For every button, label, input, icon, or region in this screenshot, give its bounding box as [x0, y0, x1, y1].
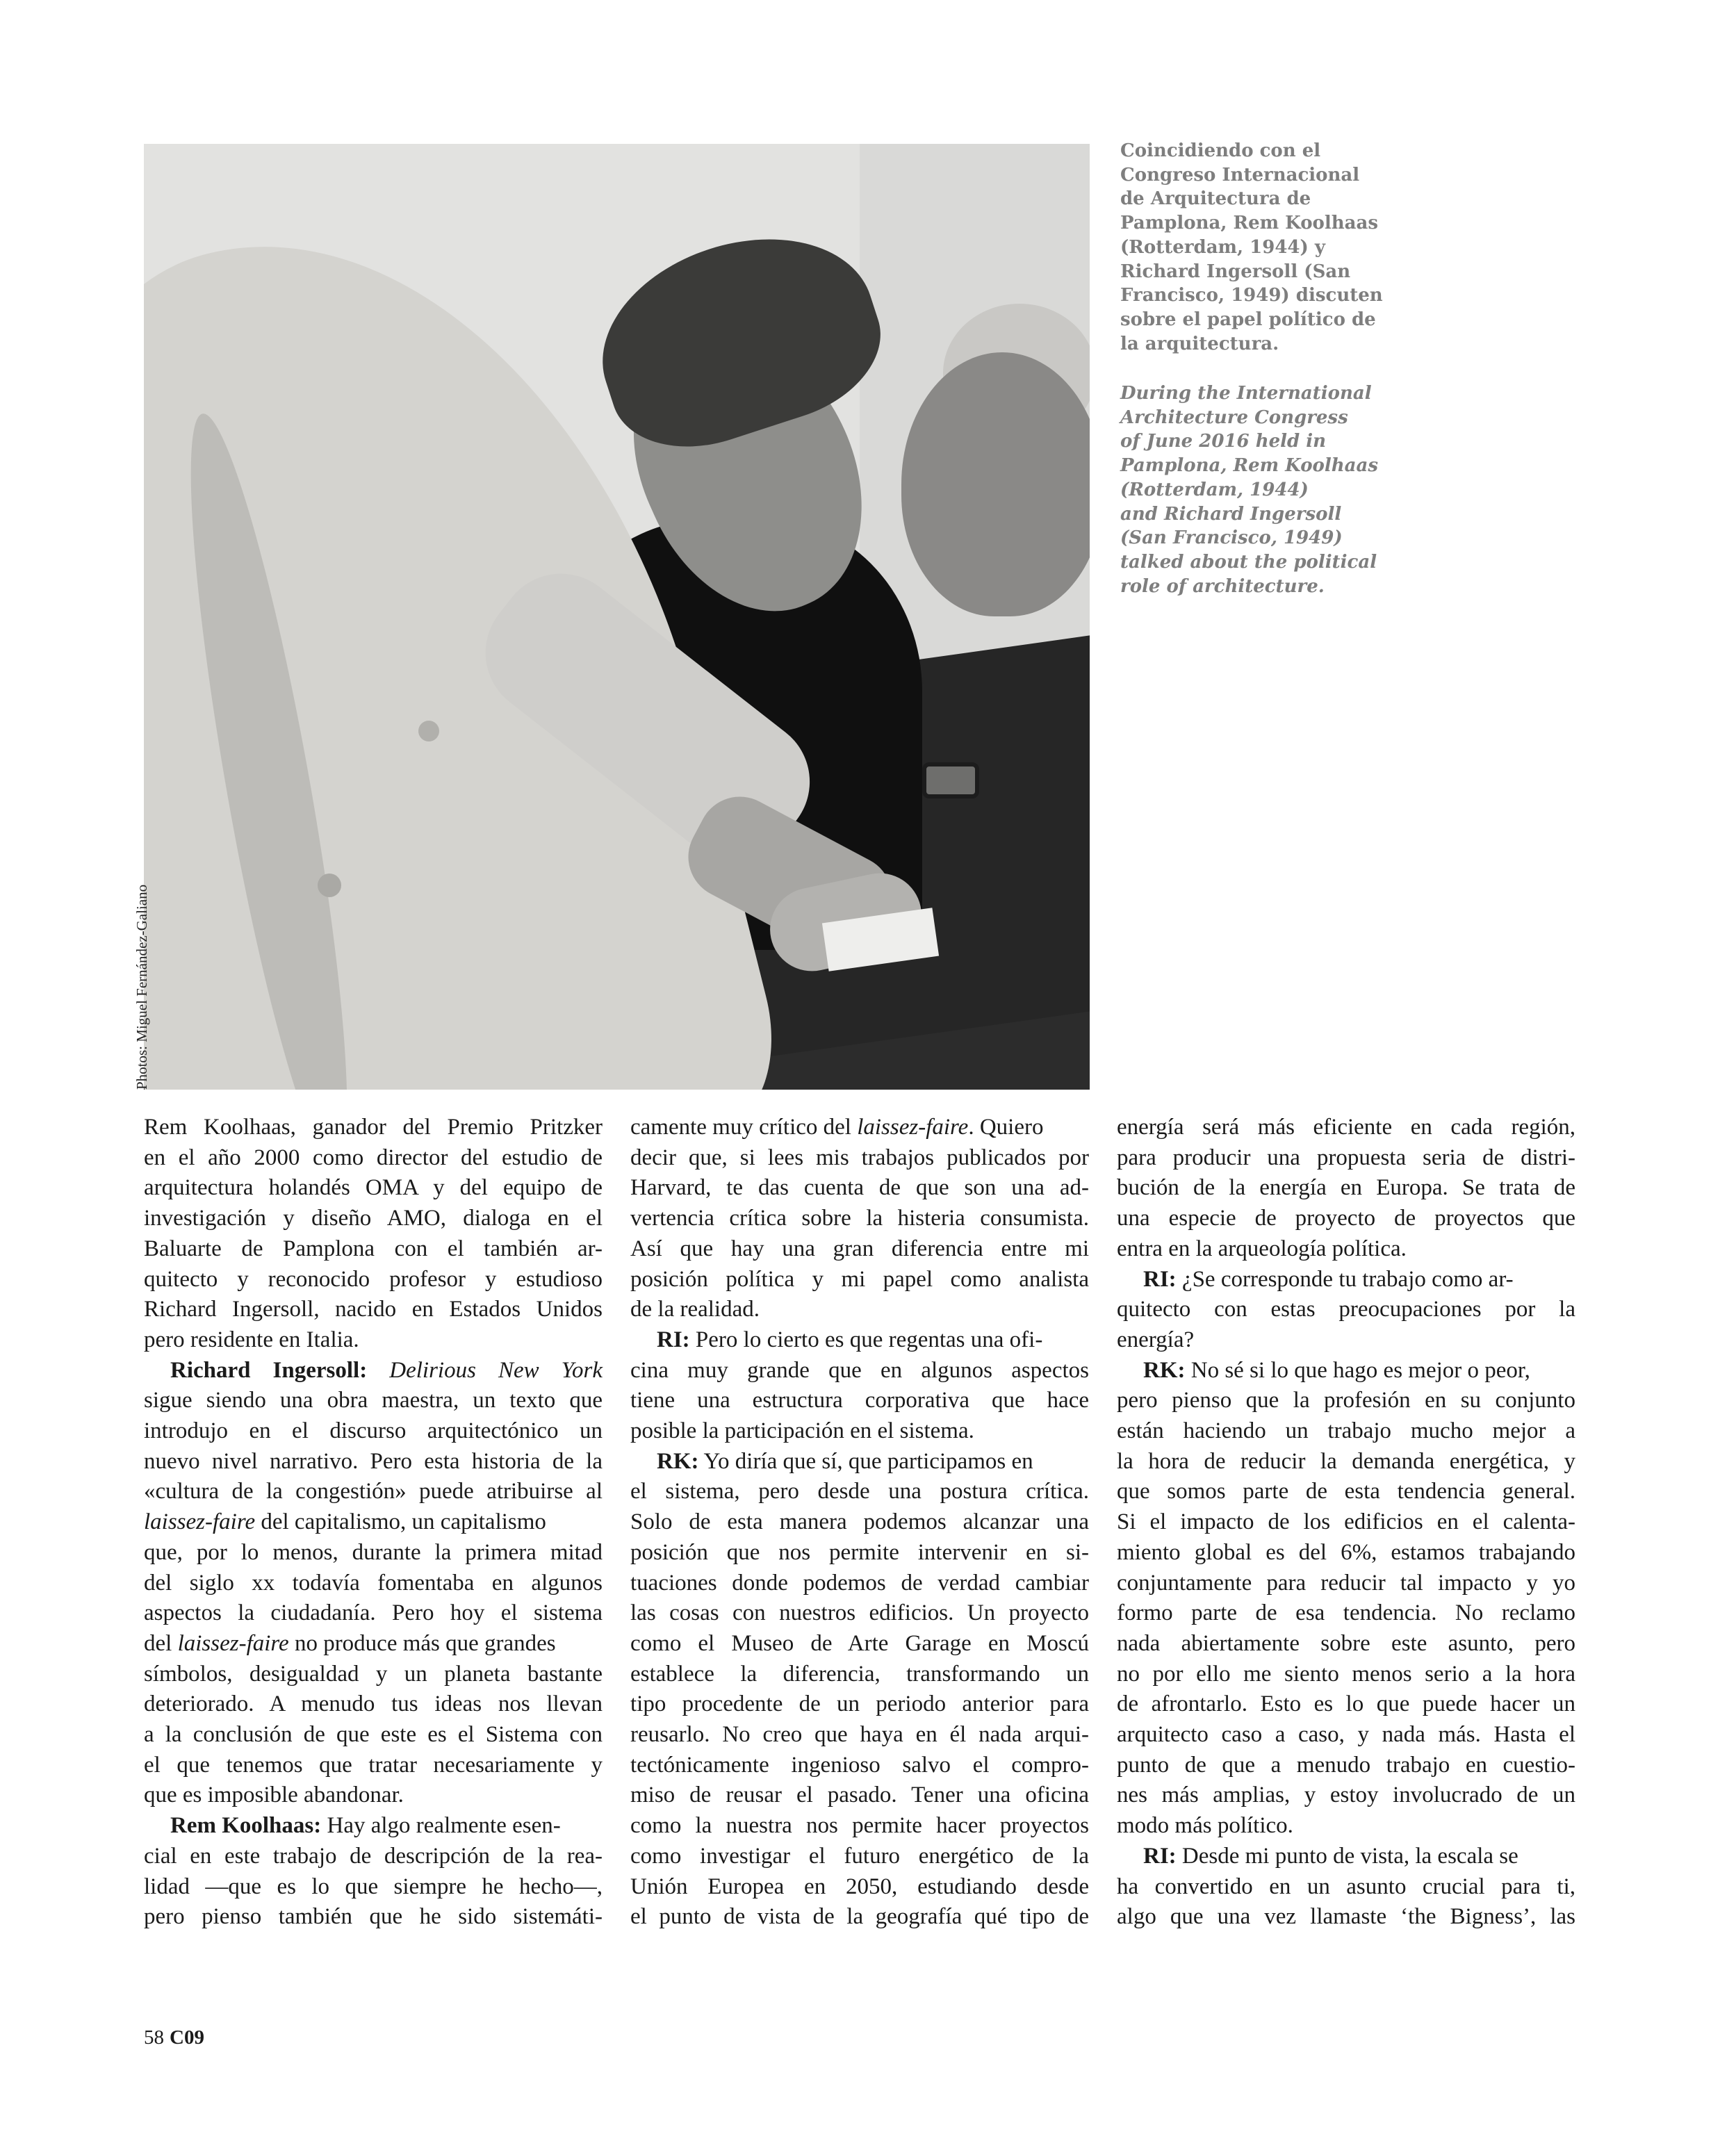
- body-line: [144, 1356, 603, 1386]
- body-line: entra en la arqueología política.: [1117, 1236, 1407, 1261]
- caption-line: Richard Ingersoll (San: [1120, 261, 1351, 282]
- caption-line: Architecture Congress: [1120, 407, 1348, 428]
- body-line: energía será más eficiente en cada región,: [1117, 1115, 1575, 1140]
- body-line: pero residente en Italia.: [144, 1327, 359, 1352]
- photo-coat-button: [318, 874, 341, 897]
- italic-term: laissez-faire: [857, 1115, 969, 1140]
- body-text: del: [144, 1630, 178, 1656]
- book-title: Delirious New York: [389, 1357, 603, 1383]
- body-line: decir que, si lees mis trabajos publicados por: [630, 1145, 1089, 1170]
- magazine-logo: C09: [170, 2026, 204, 2049]
- photo-credit: Photos: Miguel Fernández-Galiano: [133, 884, 150, 1090]
- body-line: del siglo xx todavía fomentaba en algunos: [144, 1570, 603, 1596]
- article-column-2: [630, 1113, 1089, 1933]
- body-line: aspectos la ciudadanía. Pero hoy el sistema: [144, 1600, 603, 1626]
- speaker-label: Richard Ingersoll:: [170, 1357, 368, 1383]
- caption-line: la arquitectura.: [1120, 333, 1279, 354]
- article-column-1: [144, 1113, 603, 1933]
- body-line: [1117, 1842, 1575, 1872]
- body-text: Desde mi punto de vista, la escala se: [1176, 1843, 1518, 1869]
- body-line: que, por lo menos, durante la primera mitad: [144, 1539, 603, 1565]
- caption-line: talked about the political: [1120, 551, 1377, 573]
- body-text: ¿Se corresponde tu trabajo como ar-: [1176, 1266, 1514, 1292]
- body-line: que somos parte de esta tendencia general.: [1117, 1479, 1575, 1505]
- photo-watch: [922, 762, 979, 798]
- body-line: establece la diferencia, transformando un: [630, 1661, 1089, 1687]
- body-line: quitecto con estas preocupaciones por la: [1117, 1297, 1575, 1322]
- body-line: las cosas con nuestros edificios. Un proyecto: [630, 1600, 1089, 1626]
- speaker-label: Rem Koolhaas:: [170, 1813, 322, 1839]
- body-line: en el año 2000 como director del estudio de: [144, 1145, 603, 1170]
- body-line: [1117, 1265, 1575, 1295]
- body-line: nes más amplias, y estoy involucrado de un: [1117, 1782, 1575, 1808]
- body-line: Rem Koolhaas, ganador del Premio Pritzker: [144, 1115, 603, 1140]
- body-line: [144, 1811, 603, 1842]
- body-line: nada abiertamente sobre este asunto, pero: [1117, 1630, 1575, 1656]
- caption-line: de Arquitectura de: [1120, 188, 1311, 210]
- italic-term: laissez-faire: [144, 1509, 256, 1535]
- body-line: de afrontarlo. Esto es lo que puede hacer un: [1117, 1691, 1575, 1717]
- body-line: Si el impacto de los edificios en el calenta-: [1117, 1509, 1575, 1535]
- body-line: cial en este trabajo de descripción de la rea-: [144, 1843, 603, 1869]
- body-line: están haciendo un trabajo mucho mejor a: [1117, 1418, 1575, 1444]
- body-line: algo que una vez llamaste ‘the Bigness’, las: [1117, 1904, 1575, 1930]
- caption-line: Coincidiendo con el: [1120, 140, 1321, 161]
- body-line: tipo procedente de un periodo anterior para: [630, 1691, 1089, 1717]
- caption-line: and Richard Ingersoll: [1120, 503, 1342, 525]
- body-line: nuevo nivel narrativo. Pero esta historia de la: [144, 1448, 603, 1474]
- body-line: ha convertido en un asunto crucial para ti,: [1117, 1874, 1575, 1899]
- body-line: Richard Ingersoll, nacido en Estados Unidos: [144, 1297, 603, 1322]
- caption-line: sobre el papel político de: [1120, 309, 1376, 330]
- body-text: No sé si lo que hago es mejor o peor,: [1185, 1357, 1530, 1383]
- page-number: 58: [144, 2026, 164, 2049]
- caption-line: Francisco, 1949) discuten: [1120, 285, 1383, 306]
- body-line: conjuntamente para reducir tal impacto y yo: [1117, 1570, 1575, 1596]
- body-line: Unión Europea en 2050, estudiando desde: [630, 1874, 1089, 1899]
- body-text: no produce más que grandes: [288, 1630, 556, 1656]
- body-line: como la nuestra nos permite hacer proyectos: [630, 1813, 1089, 1839]
- body-line: Solo de esta manera podemos alcanzar una: [630, 1509, 1089, 1535]
- body-text: camente muy crítico del: [630, 1115, 858, 1140]
- article-column-3: [1117, 1113, 1575, 1933]
- body-line: vertencia crítica sobre la histeria consumista.: [630, 1206, 1089, 1231]
- body-line: Baluarte de Pamplona con el también ar-: [144, 1236, 603, 1261]
- body-line: pero pienso también que he sido sistemáti-: [144, 1904, 603, 1930]
- body-line: el que tenemos que tratar necesariamente y: [144, 1752, 603, 1778]
- body-line: «cultura de la congestión» puede atribuirse al: [144, 1479, 603, 1505]
- body-line: el punto de vista de la geografía qué tipo de: [630, 1904, 1089, 1930]
- body-line: posible la participación en el sistema.: [630, 1418, 974, 1444]
- body-line: cina muy grande que en algunos aspectos: [630, 1357, 1089, 1383]
- body-line: arquitectura holandés OMA y del equipo de: [144, 1175, 603, 1201]
- caption-english: [1120, 382, 1378, 598]
- body-text: Pero lo cierto es que regentas una ofi-: [689, 1327, 1043, 1352]
- body-line: reusarlo. No creo que haya en él nada arqui-: [630, 1722, 1089, 1748]
- body-text: del capitalismo, un capitalismo: [255, 1509, 546, 1535]
- body-line: modo más político.: [1117, 1813, 1293, 1839]
- body-line: una especie de proyecto de proyectos que: [1117, 1206, 1575, 1231]
- body-line: formo parte de esa tendencia. No reclamo: [1117, 1600, 1575, 1626]
- speaker-label: RK:: [1143, 1357, 1186, 1383]
- speaker-label: RK:: [657, 1448, 699, 1474]
- body-line: posición que nos permite intervenir en si-: [630, 1539, 1089, 1565]
- body-line: [630, 1325, 1089, 1356]
- body-line: introdujo en el discurso arquitectónico un: [144, 1418, 603, 1444]
- photo-coat-button: [418, 721, 439, 741]
- body-line: bución de la energía en Europa. Se trata de: [1117, 1175, 1575, 1201]
- caption-line: (Rotterdam, 1944): [1120, 479, 1309, 500]
- caption-spanish: [1120, 139, 1383, 356]
- caption-line: role of architecture.: [1120, 575, 1325, 597]
- caption-line: Congreso Internacional: [1120, 164, 1360, 186]
- body-line: [144, 1507, 603, 1538]
- body-line: tiene una estructura corporativa que hace: [630, 1388, 1089, 1413]
- body-line: sigue siendo una obra maestra, un texto que: [144, 1388, 603, 1413]
- body-line: símbolos, desigualdad y un planeta bastante: [144, 1661, 603, 1687]
- body-text: Hay algo realmente esen-: [321, 1813, 561, 1839]
- body-line: tuaciones donde podemos de verdad cambiar: [630, 1570, 1089, 1596]
- body-line: miso de reusar el pasado. Tener una oficina: [630, 1782, 1089, 1808]
- body-line: [630, 1447, 1089, 1477]
- body-line: posición política y mi papel como analista: [630, 1266, 1089, 1292]
- body-line: Así que hay una gran diferencia entre mi: [630, 1236, 1089, 1261]
- body-line: como el Museo de Arte Garage en Moscú: [630, 1630, 1089, 1656]
- body-text: . Quiero: [968, 1115, 1044, 1140]
- body-line: miento global es del 6%, estamos trabajando: [1117, 1539, 1575, 1565]
- body-line: energía?: [1117, 1327, 1195, 1352]
- body-line: lidad —que es lo que siempre he hecho—,: [144, 1874, 603, 1899]
- speaker-label: RI:: [1143, 1843, 1177, 1869]
- body-line: pero pienso que la profesión en su conjunto: [1117, 1388, 1575, 1413]
- speaker-label: RI:: [657, 1327, 690, 1352]
- page-folio: [144, 2026, 204, 2049]
- caption-line: (San Francisco, 1949): [1120, 527, 1343, 549]
- body-line: [144, 1629, 603, 1659]
- body-line: para producir una propuesta seria de distri-: [1117, 1145, 1575, 1170]
- caption-line: Pamplona, Rem Koolhaas: [1120, 213, 1378, 234]
- body-line: la hora de reducir la demanda energética, y: [1117, 1448, 1575, 1474]
- body-line: a la conclusión de que este es el Sistema con: [144, 1722, 603, 1748]
- caption-line: (Rotterdam, 1944) y: [1120, 236, 1325, 258]
- photo-ingersoll-face: [901, 352, 1090, 616]
- body-line: [630, 1113, 1089, 1143]
- body-line: como investigar el futuro energético de la: [630, 1843, 1089, 1869]
- caption-line: During the International: [1120, 383, 1372, 404]
- body-line: punto de que a menudo trabajo en cuestio-: [1117, 1752, 1575, 1778]
- body-line: arquitecto caso a caso, y nada más. Hasta el: [1117, 1722, 1575, 1748]
- body-line: [1117, 1356, 1575, 1386]
- photo-koolhaas-cap: [577, 206, 899, 470]
- body-line: deteriorado. A menudo tus ideas nos llevan: [144, 1691, 603, 1717]
- italic-term: laissez-faire: [177, 1630, 289, 1656]
- body-line: investigación y diseño AMO, dialoga en el: [144, 1206, 603, 1231]
- body-line: el sistema, pero desde una postura crítica.: [630, 1479, 1089, 1505]
- body-line: quitecto y reconocido profesor y estudioso: [144, 1266, 603, 1292]
- body-line: de la realidad.: [630, 1297, 760, 1322]
- body-line: tectónicamente ingenioso salvo el compro-: [630, 1752, 1089, 1778]
- body-line: no por ello me siento menos serio a la hora: [1117, 1661, 1575, 1687]
- caption-line: of June 2016 held in: [1120, 431, 1327, 452]
- caption-line: Pamplona, Rem Koolhaas: [1120, 455, 1378, 477]
- speaker-label: RI:: [1143, 1266, 1177, 1292]
- article-photo: [144, 144, 1090, 1090]
- body-text: Yo diría que sí, que participamos en: [698, 1448, 1033, 1474]
- body-line: que es imposible abandonar.: [144, 1782, 404, 1808]
- body-line: Harvard, te das cuenta de que son una ad-: [630, 1175, 1089, 1201]
